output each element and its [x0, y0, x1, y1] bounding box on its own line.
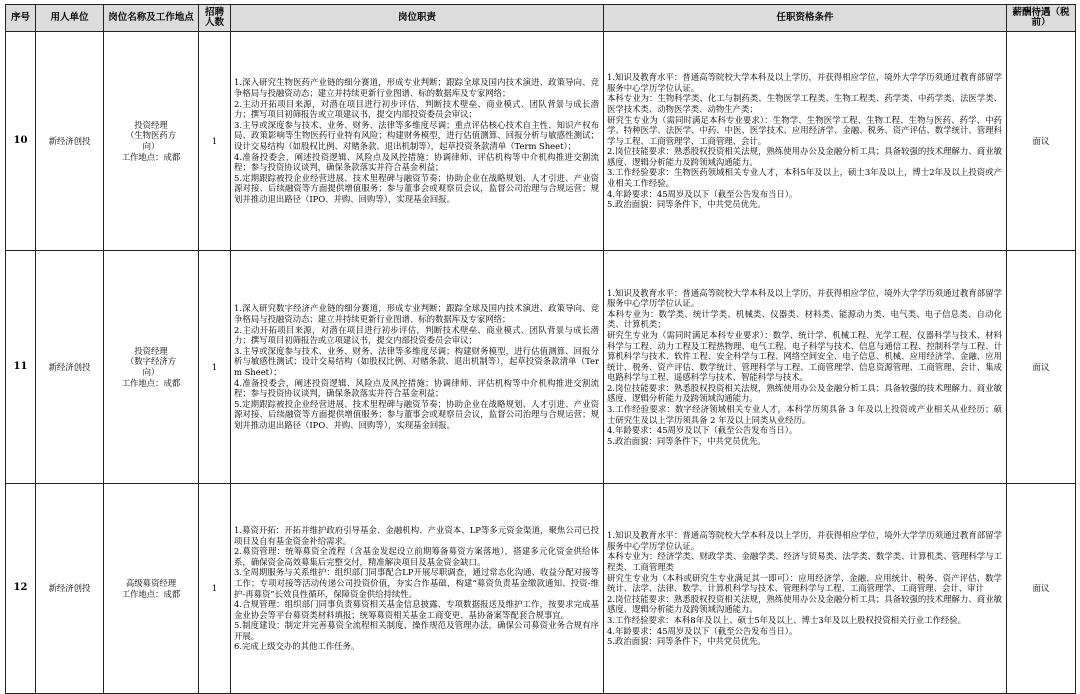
row-duties [231, 484, 604, 694]
recruitment-table [5, 4, 1076, 694]
requirement-item: 5.政治面貌：同等条件下，中共党员优先。 [607, 435, 766, 446]
header-index: 序号 [6, 5, 36, 32]
requirement-item: 本科专业为：数学类、统计学类、机械类、仪器类、材料类、能源动力类、电气类、电子信息类、自动化类、计算机类； [607, 308, 1002, 330]
requirement-item: 研究生专业为（需同时满足本科专业要求）：数学、统计学、机械工程、光学工程、仪器科学与技术、材料科学与工程、动力工程及工程热物理、电气工程、电子科学与技术、信息与通信工程、控制科学与工程、计算机科学与技术、软件工程、安全科学与工程、网络空间安全、电子信息、机械、应用经济学、金融、应用统计、税务、资产评估、数学统计、管理科学与工程、工商管理学、信息资源管理、工商管理、会计、集成电路科学与工程、遥感科学与技术、智能科学与技术。 [607, 329, 1002, 383]
duty-item: 4.合规管理：组织部门同事负责募资相关基金信息披露、专项数据报送及维护工作，按要求完成基金业协会等平台募资类材料填报；统筹募资相关基金工商变更、基协备案等配套合规事宜。 [234, 599, 599, 620]
header-duties: 岗位职责 [231, 5, 604, 32]
duty-item: 6.完成上级交办的其他工作任务。 [234, 641, 360, 652]
requirement-item: 本科专业为：经济学类、财政学类、金融学类、经济与贸易类、法学类、数学类、计算机类、管理科学与工程类、工商管理类 [607, 551, 1002, 573]
row-salary: 面议 [1007, 251, 1076, 484]
requirement-item: 3.工作经验要求：生物医药领域相关专业人才，本科5年及以上，硕士3年及以上，博士2年及以上投资或产业相关工作经验。 [607, 167, 1002, 189]
table-row [6, 484, 1076, 694]
position-line: 投资经理 [134, 119, 168, 130]
position-line: 工作地点：成都 [121, 151, 181, 162]
header-requirements: 任职资格条件 [604, 5, 1007, 32]
row-duties [231, 251, 604, 484]
duty-item: 4.准备投委会，阐述投资逻辑、风险点及风控措施；协调律师、评估机构等中介机构推进交割流程；参与投资协议谈判，确保条款落实并符合基金利益； [234, 151, 599, 173]
duty-item: 5.定期跟踪被投企业经营进展、技术里程碑与融资节奏；协助企业在战略规划、人才引进、产业资源对接、后续融资等方面提供增值服务；参与董事会或观察员会议，监督公司治理与合规运营；规划并推动退出路径（IPO、并购、回购等），实现基金回报。 [234, 398, 599, 430]
requirement-item: 1.知识及教育水平：普通高等院校大学本科及以上学历，并获得相应学位，境外大学学历须通过教育部留学服务中心学历学位认证。 [607, 72, 1002, 93]
requirement-item: 2.岗位技能要求：熟悉股权投资相关法规，熟练使用办公及金融分析工具；具备较强的技术理解力、商业敏感度、逻辑分析能力及跨领域沟通能力。 [607, 593, 1002, 615]
row-position [104, 32, 199, 251]
duty-item: 2.主动开拓项目来源，对潜在项目进行初步评估，判断技术壁垒、商业模式、团队背景与成长潜力；撰写项目初筛报告或立项建议书，提交内部投资委员会审议； [234, 324, 599, 346]
row-duties [231, 32, 604, 251]
recruitment-table-container [5, 4, 1075, 694]
requirement-item: 2.岗位技能要求：熟悉股权投资相关法规，熟练使用办公及金融分析工具；具备较强的技术理解力、商业敏感度、逻辑分析能力及跨领域沟通能力。 [607, 146, 1002, 167]
row-position [104, 251, 199, 484]
row-index: 12 [6, 484, 36, 694]
position-line: 向） [142, 141, 160, 151]
requirement-item: 1.知识及教育水平：普通高等院校大学本科及以上学历，并获得相应学位，境外大学学历须通过教育部留学服务中心学历学位认证。 [607, 530, 1002, 551]
row-position [104, 484, 199, 694]
duty-item: 3.主导或深度参与技术、业务、财务、法律等多维度尽调；构建财务模型，进行估值测算、回报分析与敏感性测试；设计交易结构（如股权比例、对赌条款、退出机制等），起草投资条款清单（Term Sheet）； [234, 345, 599, 377]
header-row [6, 5, 1076, 32]
duty-item: 1.深入研究数字经济产业链的细分赛道，形成专业判断；跟踪全球及国内技术演进、政策导向、竞争格局与投融资动态；建立并持续更新行业图谱、标的数据库及专家网络； [234, 303, 599, 325]
row-count: 1 [199, 32, 231, 251]
duty-item: 5.制度建设：制定并完善募资全流程相关制度、操作规范及管理办法，确保公司募资业务合规有序开展。 [234, 620, 599, 641]
row-employer: 新经济创投 [36, 251, 104, 484]
row-salary: 面议 [1007, 32, 1076, 251]
row-salary: 面议 [1007, 484, 1076, 694]
requirement-item: 研究生专业为（需同时满足本科专业要求）：生物学、生物医学工程、生物工程、生物与医药、药学、中药学、特种医学、法医学、中药、中医、医学技术、应用经济学、金融、税务、资产评估、数学统计、管理科学与工程、工商管理学、工商管理、会计。 [607, 114, 1002, 146]
position-line: 投资经理 [134, 345, 168, 356]
position-line: 高级募资经理 [125, 577, 177, 588]
duty-item: 2.募资管理：统筹募资全流程（含基金发起设立前期筹备募资方案落地），搭建多元化资金供给体系，确保资金高效募集后完整交付，精准解决项目及基金资金缺口。 [234, 546, 599, 567]
requirement-item: 4.年龄要求：45周岁及以下（截至公告发布当日）。 [607, 625, 798, 636]
requirement-item: 3.工作经验要求：数字经济领域相关专业人才，本科学历须具备 3 年及以上投资或产业相关从业经历；硕士研究生及以上学历须具备 2 年及以上同类从业经历。 [607, 404, 1002, 425]
header-position: 岗位名称及工作地点 [104, 5, 199, 32]
table-row [6, 32, 1076, 251]
requirement-item: 1.知识及教育水平：普通高等院校大学本科及以上学历，并获得相应学位，境外大学学历须通过教育部留学服务中心学历学位认证。 [607, 287, 1002, 309]
position-line: （数字经济方 [125, 356, 177, 367]
requirement-item: 本科专业为：生物科学类、化工与制药类、生物医学工程类、生物工程类、药学类、中药学类、法医学类、医学技术类、动物医学类、动物生产类； [607, 93, 1002, 114]
duty-item: 1.深入研究生物医药产业链的细分赛道，形成专业判断；跟踪全球及国内技术演进、政策导向、竞争格局与投融资动态；建立并持续更新行业图谱、标的数据库及专家网络； [234, 77, 599, 99]
duty-item: 1.募资开拓：开拓并维护政府引导基金、金融机构、产业资本、LP等多元资金渠道，聚焦公司已投项目及自有基金资金补给需求。 [234, 524, 599, 546]
row-count: 1 [199, 251, 231, 484]
duty-item: 4.准备投委会，阐述投资逻辑、风险点及风控措施；协调律师、评估机构等中介机构推进交割流程；参与投资协议谈判，确保条款落实并符合基金利益； [234, 377, 599, 399]
row-requirements [604, 484, 1007, 694]
position-line: 工作地点：成都 [121, 377, 181, 388]
table-row [6, 251, 1076, 484]
row-index: 11 [6, 251, 36, 484]
position-line: 向） [142, 367, 160, 377]
row-count: 1 [199, 484, 231, 694]
header-salary: 薪酬待遇（税前） [1007, 5, 1076, 32]
requirement-item: 3.工作经验要求：本科8年及以上、硕士5年及以上、博士3年及以上股权投资相关行业工作经验。 [607, 614, 966, 625]
requirement-item: 5.政治面貌：同等条件下，中共党员优先。 [607, 636, 766, 647]
requirement-item: 5.政治面貌：同等条件下，中共党员优先。 [607, 199, 766, 210]
row-employer: 新经济创投 [36, 484, 104, 694]
row-requirements [604, 251, 1007, 484]
requirement-item: 2.岗位技能要求：熟悉股权投资相关法规，熟练使用办公及金融分析工具；具备较强的技术理解力、商业敏感度、逻辑分析能力及跨领域沟通能力。 [607, 382, 1002, 404]
duty-item: 3.全周期服务与关系维护：组织部门同事配合LP开展尽职调查，通过常态化沟通、收益分配对接等工作；专项对接等活动传递公司投资价值，夯实合作基础，构建“募资负责基金缴款通知、投资-维护-再募资”长效良性循环，保障资金供给持续性。 [234, 567, 599, 599]
row-index: 10 [6, 32, 36, 251]
row-employer: 新经济创投 [36, 32, 104, 251]
duty-item: 2.主动开拓项目来源，对潜在项目进行初步评估，判断技术壁垒、商业模式、团队背景与成长潜力；撰写项目初筛报告或立项建议书，提交内部投资委员会审议； [234, 98, 599, 120]
requirement-item: 4.年龄要求：45周岁及以下（截至公告发布当日）。 [607, 188, 798, 199]
duty-item: 3.主导或深度参与技术、业务、财务、法律等多维度尽调；重点评估核心技术自主性、知识产权布局、政策影响等生物医药行业特有风险；构建财务模型，进行估值测算、回报分析与敏感性测试；设计交易结构（如股权比例、对赌条款、退出机制等），起草投资条款清单（Term Sheet）； [234, 119, 599, 151]
position-line: （生物医药方 [125, 130, 177, 141]
duty-item: 5.定期跟踪被投企业经营进展、技术里程碑与融资节奏；协助企业在战略规划、人才引进、产业资源对接、后续融资等方面提供增值服务；参与董事会或观察员会议，监督公司治理与合规运营；规划并推动退出路径（IPO、并购、回购等），实现基金回报。 [234, 172, 599, 204]
requirement-item: 研究生专业为（本科或研究生专业满足其一即可）：应用经济学、金融、应用统计、税务、资产评估、数学统计、法学、法律、数学、计算机科学与技术、管理科学与工程、工商管理学、工商管理、会计、审计 [607, 572, 1002, 594]
requirement-item: 4.年龄要求：45周岁及以下（截至公告发布当日）。 [607, 425, 798, 436]
header-employer: 用人单位 [36, 5, 104, 32]
position-line: 工作地点：成都 [121, 588, 181, 599]
row-requirements [604, 32, 1007, 251]
header-count: 招聘人数 [199, 5, 231, 32]
